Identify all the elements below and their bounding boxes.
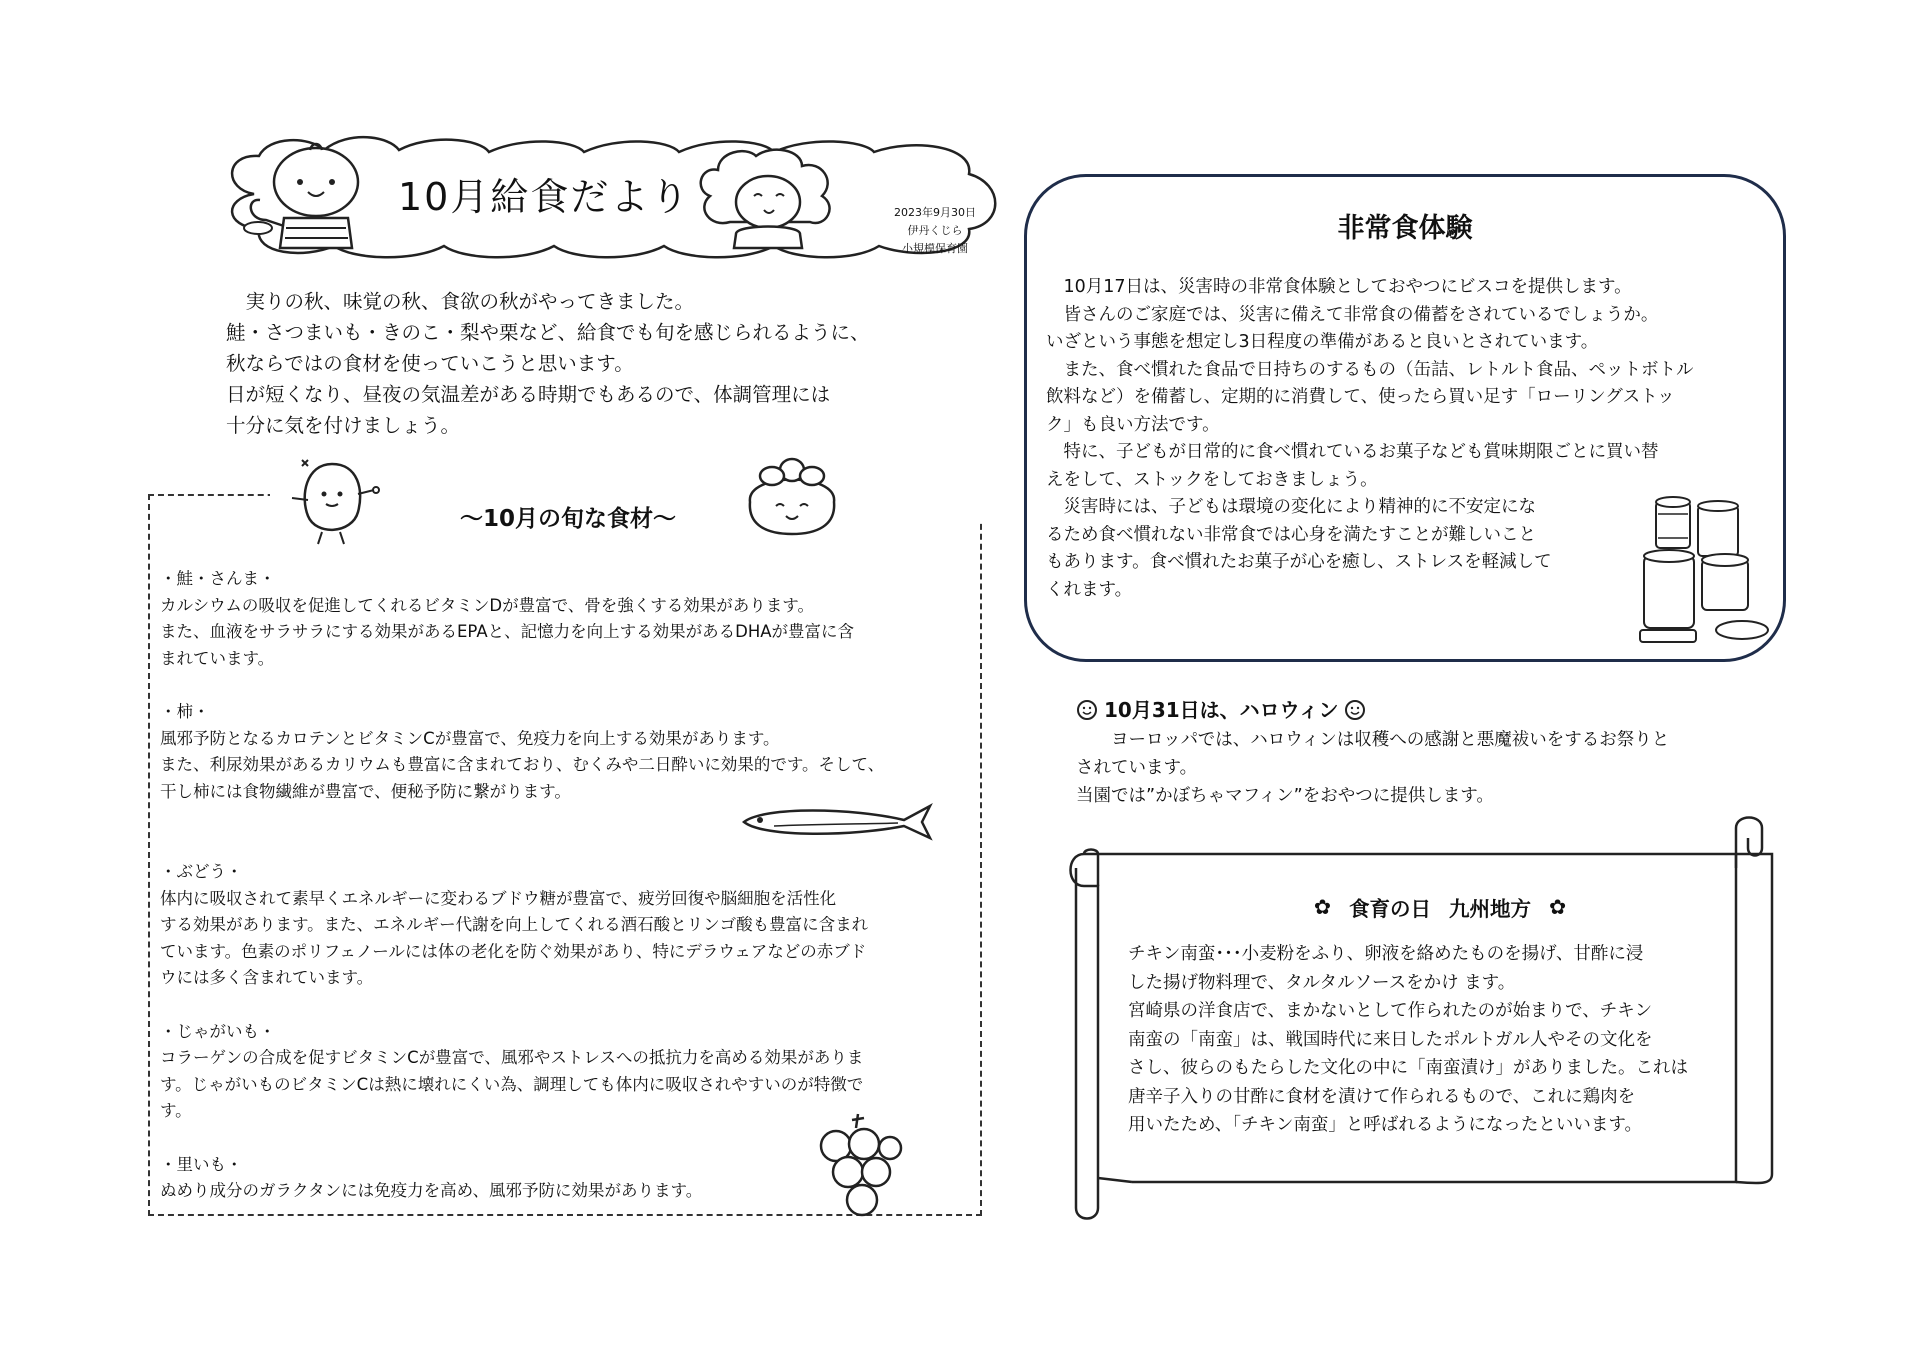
- food-day-title: [1240, 892, 1640, 922]
- food-name: ・鮭・さんま・: [160, 569, 276, 588]
- food-description-line: ウには多く含まれています。: [160, 968, 374, 987]
- food-description-line: 干し柿には食物繊維が豊富で、便秘予防に繋がります。: [160, 781, 571, 801]
- food-day-line: チキン南蛮･･･小麦粉をふり、卵液を絡めたものを揚げ、甘酢に浸: [1128, 944, 1644, 964]
- emergency-food-title: 非常食体験: [1337, 213, 1473, 244]
- food-description-line: 風邪予防となるカロテンとビタミンCが豊富で、免疫力を向上する効果があります。: [160, 728, 780, 748]
- intro-line: 日が短くなり、昼夜の気温差がある時期でもあるので、体調管理には: [226, 383, 831, 406]
- emergency-line: 飲料など）を備蓄し、定期的に消費して、使ったら買い足す「ローリングストッ: [1046, 387, 1675, 407]
- canned-food-icon: [1636, 494, 1776, 646]
- emergency-line: いざという事態を想定し3日程度の準備があると良いとされています。: [1046, 332, 1599, 352]
- emergency-line: 災害時には、子どもは環境の変化により精神的に不安定にな: [1046, 497, 1536, 517]
- emergency-line: もあります。食べ慣れたお菓子が心を癒し、ストレスを軽減して: [1046, 552, 1552, 572]
- food-description-line: まれています。: [160, 648, 275, 668]
- food-item-grape: [160, 859, 980, 992]
- publisher-org: 伊丹くじら: [907, 224, 963, 237]
- emergency-narrow-text: [1046, 494, 1626, 604]
- halloween-title-text: 10月31日は、ハロウィン: [1104, 698, 1339, 722]
- intro-line: 実りの秋、味覚の秋、食欲の秋がやってきました。: [226, 290, 695, 313]
- food-day-line: 宮崎県の洋食店で、まかないとして作られたのが始まりで、チキン: [1128, 1001, 1653, 1021]
- food-day-region: 九州地方: [1449, 897, 1531, 921]
- flower-icon: ✿: [1549, 895, 1567, 919]
- food-item-salmon: [160, 566, 980, 672]
- fish-icon: [734, 800, 934, 844]
- food-item-potato: [160, 1019, 980, 1125]
- food-name: ・里いも・: [160, 1154, 243, 1174]
- food-name: ・柿・: [160, 702, 210, 721]
- food-description-line: する効果があります。また、エネルギー代謝を向上してくれる酒石酸とリンゴ酸も豊富に含まれ: [160, 915, 869, 934]
- flower-icon: ✿: [1313, 895, 1331, 919]
- seasonal-foods-title: ～10月の旬な食材～: [459, 506, 676, 532]
- publication-meta: [870, 204, 1000, 258]
- intro-line: 十分に気を付けましょう。: [226, 414, 461, 437]
- intro-line: 鮭・さつまいも・きのこ・梨や栗など、給食でも旬を感じられるように、: [226, 321, 870, 344]
- food-description-line: また、血液をサラサラにする効果があるEPAと、記憶力を向上する効果があるDHAが豊富に含: [160, 622, 855, 641]
- halloween-line: ヨーロッパでは、ハロウィンは収穫への感謝と悪魔祓いをするお祭りと: [1076, 730, 1670, 750]
- publication-date: 2023年9月30日: [894, 206, 976, 219]
- persimmon-character-icon: [736, 446, 848, 540]
- halloween-line: 当園では”かぼちゃマフィン”をおやつに提供します。: [1076, 786, 1494, 806]
- emergency-line: えをして、ストックをしておきましょう。: [1046, 469, 1378, 490]
- emergency-line: 10月17日は、災害時の非常食体験としておやつにビスコを提供します。: [1046, 277, 1632, 297]
- halloween-line: されています。: [1076, 758, 1198, 778]
- food-day-text: [1128, 940, 1760, 1140]
- emergency-line: 皆さんのご家庭では、災害に備えて非常食の備蓄をされているでしょうか。: [1046, 304, 1659, 325]
- food-day-line: した揚げ物料理で、タルタルソースをかけ ます。: [1128, 972, 1516, 993]
- emergency-line: るため食べ慣れない非常食では心身を満たすことが難しいこと: [1046, 524, 1536, 545]
- food-description-line: す。: [160, 1101, 192, 1120]
- halloween-title: [1076, 694, 1366, 723]
- food-day-label: 食育の日: [1349, 897, 1431, 921]
- halloween-text: [1076, 726, 1776, 810]
- food-day-line: 南蛮の「南蛮」は、戦国時代に来日したポルトガル人やその文化を: [1128, 1029, 1653, 1050]
- school-name: 小規模保育園: [902, 242, 968, 255]
- pumpkin-icon: [1344, 698, 1366, 720]
- food-day-line: さし、彼らのもたらした文化の中に「南蛮漬け」がありました。これは: [1128, 1058, 1688, 1078]
- page-title: 10月給食だより: [398, 175, 691, 219]
- food-day-line: 唐辛子入りの甘酢に食材を漬けて作られるもので、これに鶏肉を: [1128, 1086, 1636, 1107]
- pumpkin-icon: [1076, 698, 1098, 720]
- food-description-line: ぬめり成分のガラクタンには免疫力を高め、風邪予防に効果があります。: [160, 1181, 703, 1200]
- food-description-line: 体内に吸収されて素早くエネルギーに変わるブドウ糖が豊富で、疲労回復や脳細胞を活性化: [160, 888, 837, 908]
- food-item-persimmon: [160, 699, 980, 805]
- intro-line: 秋ならではの食材を使っていこうと思います。: [226, 352, 634, 375]
- food-day-line: 用いたため、「チキン南蛮」と呼ばれるようになったといいます。: [1128, 1115, 1642, 1135]
- food-description-line: カルシウムの吸収を促進してくれるビタミンDが豊富で、骨を強くする効果があります。: [160, 595, 814, 615]
- food-description-line: ています。色素のポリフェノールには体の老化を防ぐ効果があり、特にデラウェアなどの赤ブド: [160, 941, 867, 961]
- emergency-line: くれます。: [1046, 579, 1133, 600]
- intro-paragraph: [226, 286, 946, 441]
- food-description-line: す。じゃがいものビタミンCは熱に壊れにくい為、調理しても体内に吸収されやすいのが特徴で: [160, 1074, 864, 1094]
- emergency-line: 特に、子どもが日常的に食べ慣れているお菓子なども賞味期限ごとに買い替: [1046, 442, 1659, 462]
- food-name: ・じゃがいも・: [160, 1021, 276, 1041]
- emergency-line: ク」も良い方法です。: [1046, 414, 1220, 435]
- onion-character-icon: [236, 140, 396, 250]
- potato-character-icon: [282, 450, 382, 546]
- girl-character-icon: [690, 146, 850, 250]
- food-name: ・ぶどう・: [160, 862, 243, 881]
- grape-icon: [812, 1110, 902, 1224]
- food-description-line: コラーゲンの合成を促すビタミンCが豊富で、風邪やストレスへの抵抗力を高める効果がありま: [160, 1048, 864, 1067]
- emergency-line: また、食べ慣れた食品で日持ちのするもの（缶詰、レトルト食品、ペットボトル: [1046, 359, 1694, 380]
- food-description-line: また、利尿効果があるカリウムも豊富に含まれており、むくみや二日酔いに効果的です。そして、: [160, 755, 885, 774]
